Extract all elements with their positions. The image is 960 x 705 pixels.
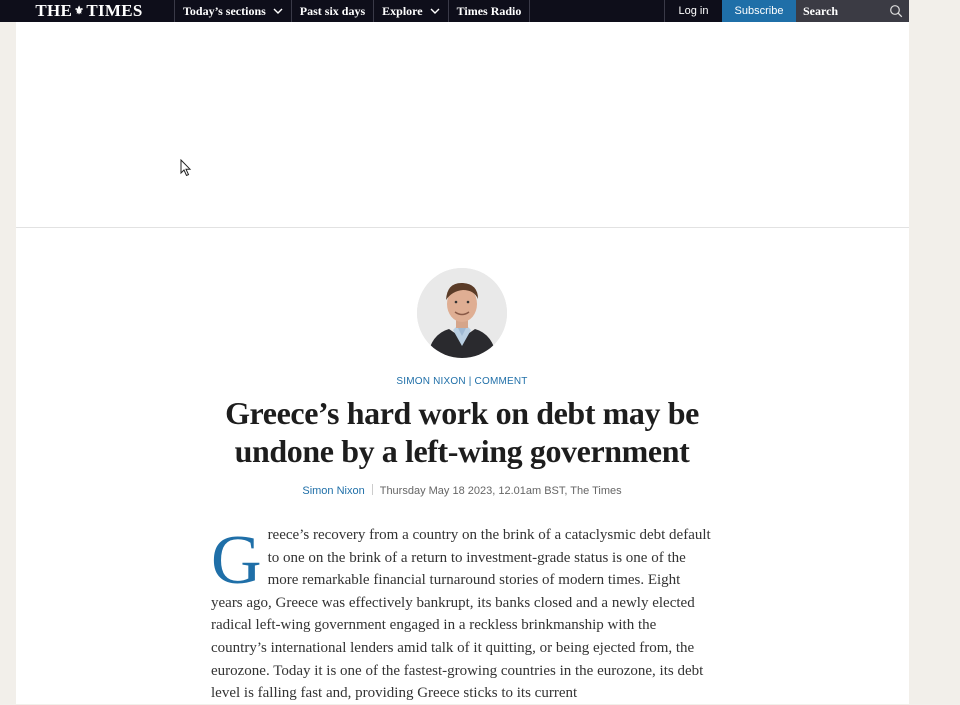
logo-text-times: TIMES	[86, 1, 143, 20]
article-byline	[186, 484, 738, 497]
nav-label: Past six days	[299, 3, 366, 18]
article-paragraph: reece’s recovery from a country on the brink of a cataclysmic debt default to one on the brink of a return to investment-grade status is one of the more remarkable financial turnaround stories of modern times. Eight years ago, Greece was effectively bankrupt, its banks closed and a newly elected radical left-wing government engaged in a reckless brinkmanship with the country’s international lenders amid talk of it quitting, or being ejected from, the eurozone. Today it is one of the fastest-growing countries in the eurozone, its debt level is falling fast and, providing Greece sticks to its current	[211, 527, 711, 702]
search-box[interactable]	[796, 0, 909, 22]
top-navigation-bar	[0, 0, 909, 22]
article-headline: Greece’s hard work on debt may be undone by a left-wing government	[225, 395, 699, 469]
search-label: Search	[803, 3, 839, 18]
logo-text-the: THE	[35, 1, 73, 20]
chevron-down-icon	[273, 6, 283, 16]
drop-cap: G	[211, 522, 262, 599]
nav-times-radio[interactable]	[448, 0, 531, 22]
crest-icon: ⚜	[74, 4, 85, 17]
nav-todays-sections[interactable]	[174, 0, 291, 22]
byline-divider	[372, 484, 373, 495]
nav-past-six-days[interactable]	[291, 0, 373, 22]
article-kicker[interactable]: SIMON NIXON | COMMENT	[396, 376, 528, 387]
advertisement-slot	[16, 22, 909, 228]
chevron-down-icon	[430, 6, 440, 16]
times-logo[interactable]	[0, 0, 174, 22]
mouse-cursor-icon	[180, 159, 192, 177]
nav-label: Explore	[382, 3, 423, 18]
login-button[interactable]: Log in	[664, 0, 722, 22]
article-dateline: Thursday May 18 2023, 12.01am BST, The Times	[379, 485, 622, 497]
nav-label: Today’s sections	[183, 3, 266, 18]
page-content	[16, 22, 909, 704]
article-body	[211, 524, 711, 705]
author-avatar[interactable]	[417, 268, 507, 358]
nav-explore[interactable]	[373, 0, 447, 22]
search-icon[interactable]	[889, 4, 903, 18]
author-link[interactable]: Simon Nixon	[302, 485, 365, 497]
nav-label: Times Radio	[456, 3, 522, 18]
subscribe-button[interactable]: Subscribe	[722, 0, 796, 22]
nav-spacer	[530, 0, 664, 22]
author-portrait-icon	[417, 268, 507, 358]
